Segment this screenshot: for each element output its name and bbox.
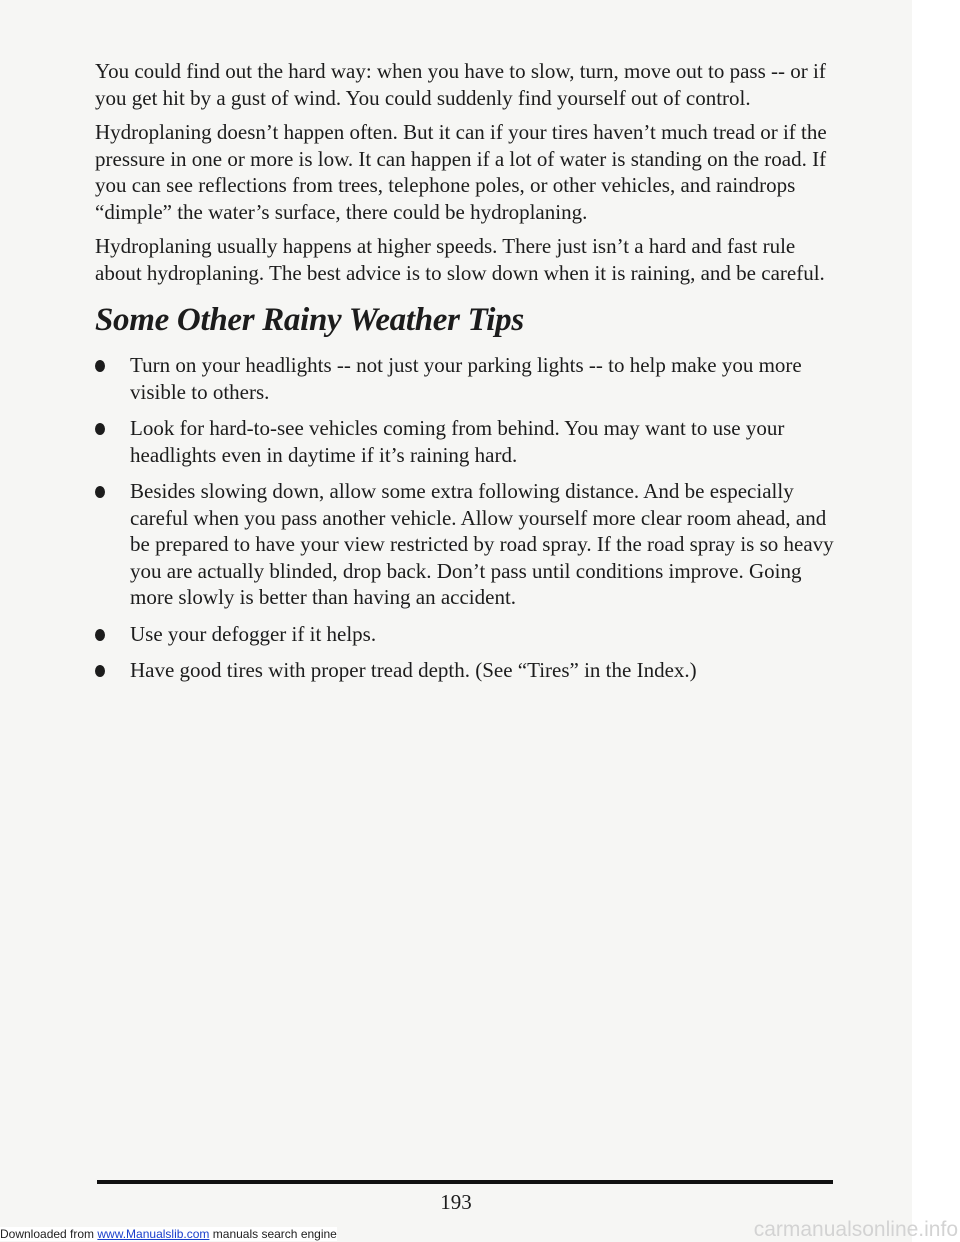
download-footer [0,1227,337,1241]
tip-text: Have good tires with proper tread depth. (See “Tires” in the Index.) [130,658,697,682]
tips-list [95,352,835,684]
list-item [95,415,835,468]
list-item [95,621,835,648]
tip-text: Use your defogger if it helps. [130,621,377,646]
paragraph-gust-of-wind: You could find out the hard way: when you have to slow, turn, move out to pass -- or if you get hit by a gust of wind. You could suddenly find yourself out of control. [95,59,826,110]
page-number: 193 [440,1190,472,1214]
list-item [95,657,835,684]
list-item [95,478,835,611]
paragraph-hydroplaning-causes: Hydroplaning doesn’t happen often. But it can if your tires haven’t much tread or if the pressure in one or more is low. It can happen if a lot of water is standing on the road. If you can see reflections from trees, telephone poles, or other vehicles, and raindrops “dimple” the water’s surface, there could be hydroplaning. [95,120,827,224]
manualslib-link[interactable]: www.Manualslib.com [97,1227,210,1241]
tip-text: Turn on your headlights -- not just your parking lights -- to help make you more visible to others. [130,353,802,404]
tip-text: Besides slowing down, allow some extra following distance. And be especially careful when you pass another vehicle. Allow yourself more clear room ahead, and be prepared to have your view restricted by road spray. If the road spray is so heavy you are actually blinded, drop back. Don’t pass until conditions improve. Going more slowly is better than having an accident. [130,479,834,609]
bullet-icon [95,360,105,372]
page-content [95,58,835,694]
tip-text: Look for hard-to-see vehicles coming from behind. You may want to use your headlights even in daytime if it’s raining hard. [130,416,785,467]
bullet-icon [95,629,105,641]
footer-suffix: manuals search engine [209,1227,337,1241]
paragraph-hydroplaning-speeds: Hydroplaning usually happens at higher speeds. There just isn’t a hard and fast rule about hydroplaning. The best advice is to slow down when it is raining, and be careful. [95,234,825,285]
watermark: carmanualsonline.info [753,1218,958,1241]
footer-divider [97,1180,833,1184]
footer-prefix: Downloaded from [0,1227,98,1241]
bullet-icon [95,486,105,498]
bullet-icon [95,665,105,677]
bullet-icon [95,423,105,435]
list-item [95,352,835,405]
section-heading: Some Other Rainy Weather Tips [95,302,524,338]
